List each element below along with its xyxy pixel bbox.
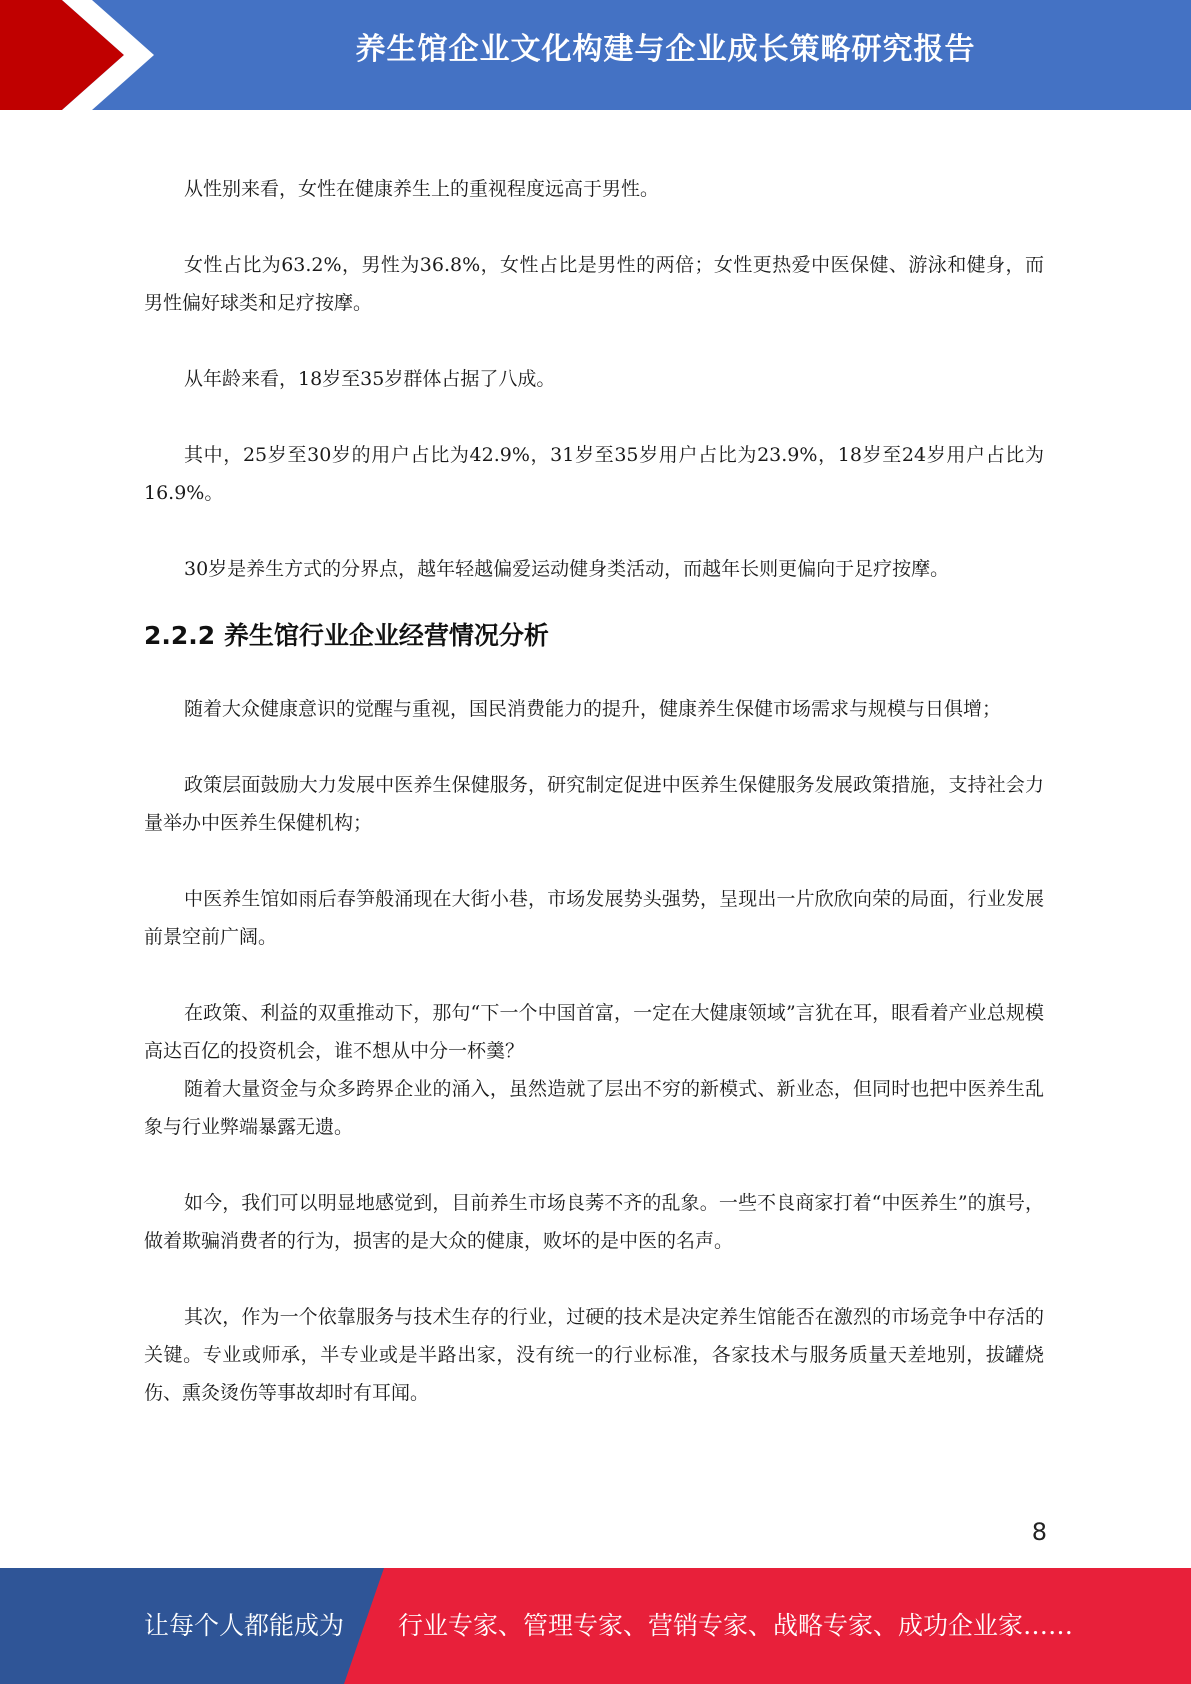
page-number: 8 (1031, 1518, 1047, 1546)
paragraph-policy: 政策层面鼓励大力发展中医养生保健服务，研究制定促进中医养生保健服务发展政策措施，支持社会力量举办中医养生保健机构； (144, 774, 1044, 834)
paragraph-bad-merchants: 如今，我们可以明显地感觉到，目前养生市场良莠不齐的乱象。一些不良商家打着“中医养生”的旗号，做着欺骗消费者的行为，损害的是大众的健康，败坏的是中医的名声。 (144, 1192, 1044, 1252)
paragraph-investment: 在政策、利益的双重推动下，那句“下一个中国首富，一定在大健康领域”言犹在耳，眼看着产业总规模高达百亿的投资机会，谁不想从中分一杯羹？ (144, 1002, 1044, 1062)
paragraph-market-demand: 随着大众健康意识的觉醒与重视，国民消费能力的提升，健康养生保健市场需求与规模与日俱增； (184, 698, 1002, 720)
paragraph-industry-chaos: 随着大量资金与众多跨界企业的涌入，虽然造就了层出不穷的新模式、新业态，但同时也把中医养生乱象与行业弊端暴露无遗。 (144, 1078, 1044, 1138)
paragraph-age: 从年龄来看，18岁至35岁群体占据了八成。 (184, 368, 556, 390)
page-header (0, 0, 1191, 110)
paragraph-gender-ratio: 女性占比为63.2%，男性为36.8%，女性占比是男性的两倍；女性更热爱中医保健、游泳和健身，而男性偏好球类和足疗按摩。 (144, 254, 1044, 314)
paragraph-market-growth: 中医养生馆如雨后春笋般涌现在大街小巷，市场发展势头强势，呈现出一片欣欣向荣的局面，行业发展前景空前广阔。 (144, 888, 1044, 948)
paragraph-gender: 从性别来看，女性在健康养生上的重视程度远高于男性。 (184, 178, 660, 200)
footer-slogan-left: 让每个人都能成为 (144, 1611, 345, 1640)
footer-slogan-right: 行业专家、管理专家、营销专家、战略专家、成功企业家…… (398, 1611, 1074, 1640)
document-body (144, 170, 1044, 1412)
paragraph-age-threshold: 30岁是养生方式的分界点，越年轻越偏爱运动健身类活动，而越年长则更偏向于足疗按摩。 (184, 558, 950, 580)
paragraph-age-breakdown: 其中，25岁至30岁的用户占比为42.9%，31岁至35岁用户占比为23.9%，18岁至24岁用户占比为16.9%。 (144, 444, 1044, 504)
paragraph-technique: 其次，作为一个依靠服务与技术生存的行业，过硬的技术是决定养生馆能否在激烈的市场竞争中存活的关键。专业或师承，半专业或是半路出家，没有统一的行业标准，各家技术与服务质量天差地别，拔罐烧伤、熏灸烫伤等事故却时有耳闻。 (144, 1306, 1044, 1404)
report-title: 养生馆企业文化构建与企业成长策略研究报告 (355, 32, 976, 67)
section-heading: 2.2.2 养生馆行业企业经营情况分析 (144, 621, 549, 650)
page-footer (0, 1568, 1191, 1684)
